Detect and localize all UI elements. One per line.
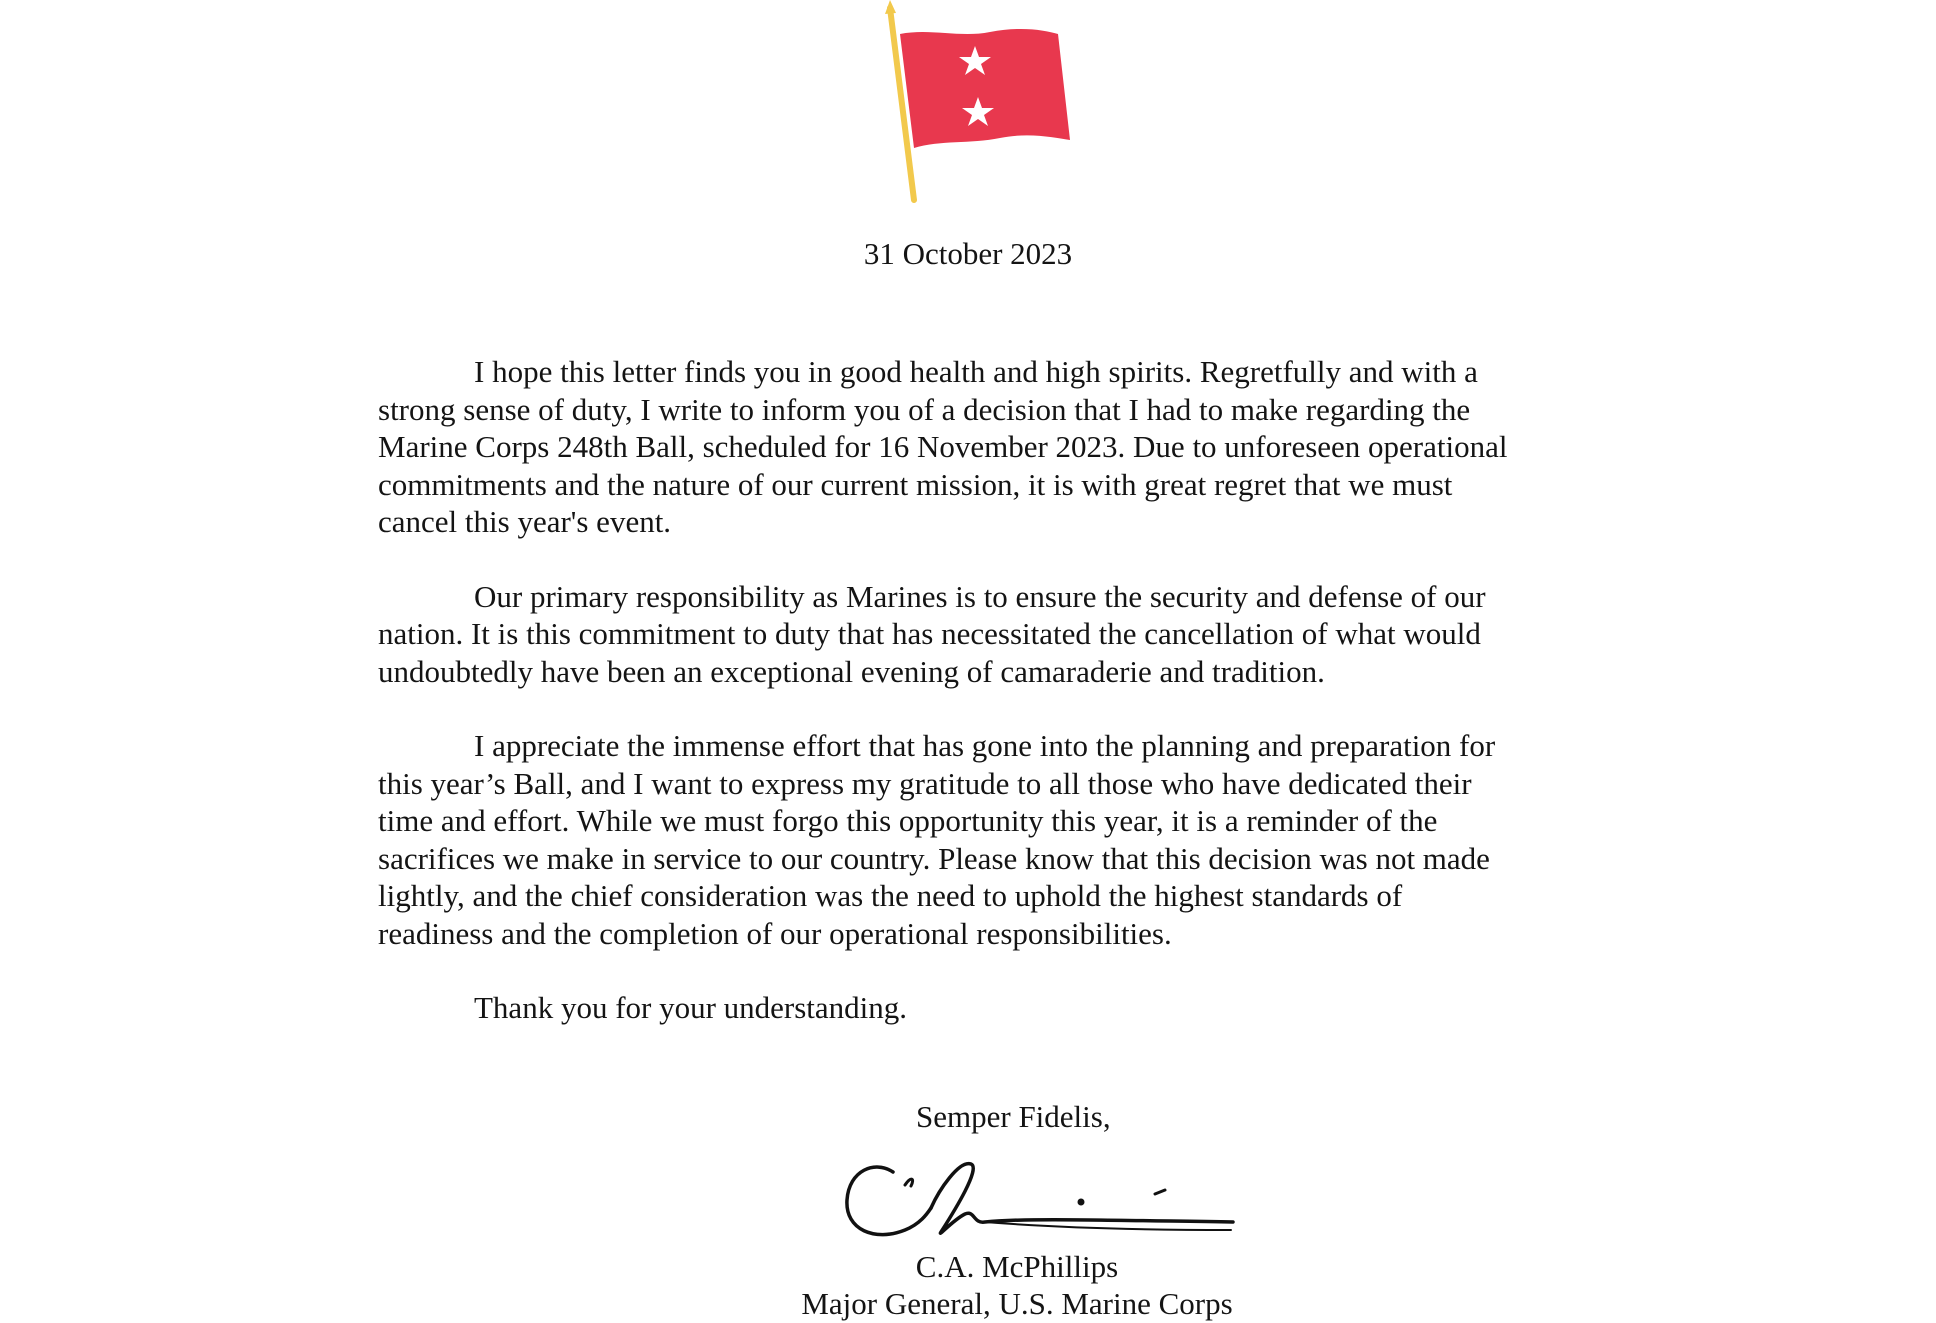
paragraph-line: commitments and the nature of our current mission, it is with great regret that we must: [378, 466, 1453, 502]
paragraph-line: I appreciate the immense effort that has gone into the planning and preparation for: [474, 728, 1496, 763]
closing-line: Thank you for your understanding.: [474, 990, 908, 1025]
paragraph-line: lightly, and the chief consideration was the need to uphold the highest standards of: [378, 878, 1403, 913]
signoff: Semper Fidelis,: [916, 1099, 1111, 1134]
letter-body: [378, 353, 1578, 1027]
paragraph-line: undoubtedly have been an exceptional evening of camaraderie and tradition.: [378, 653, 1325, 689]
letterhead-flag: [870, 0, 1080, 205]
signature: [835, 1150, 1235, 1250]
paragraph-line: sacrifices we make in service to our country. Please know that this decision was not made: [378, 840, 1490, 876]
paragraph-2: [378, 578, 1578, 691]
paragraph-line: nation. It is this commitment to duty that has necessitated the cancellation of what would: [378, 616, 1481, 651]
paragraph-line: Marine Corps 248th Ball, scheduled for 16 November 2023. Due to unforeseen operational: [378, 429, 1508, 464]
paragraph-line: Our primary responsibility as Marines is to ensure the security and defense of our: [474, 578, 1486, 614]
signatory-title: Major General, U.S. Marine Corps: [801, 1286, 1233, 1321]
paragraph-3: [378, 727, 1578, 952]
paragraph-line: I hope this letter finds you in good health and high spirits. Regretfully and with a: [474, 354, 1478, 389]
paragraph-line: time and effort. While we must forgo this opportunity this year, it is a reminder of the: [378, 803, 1438, 838]
handwritten-signature-icon: [835, 1150, 1235, 1250]
letter-date: 31 October 2023: [863, 236, 1073, 271]
general-officer-flag-icon: [870, 0, 1080, 205]
flag-cloth: [900, 29, 1070, 148]
signatory-name: C.A. McPhillips: [915, 1249, 1119, 1284]
paragraph-line: strong sense of duty, I write to inform you of a decision that I had to make regarding the: [378, 391, 1471, 427]
paragraph-1: [378, 353, 1578, 541]
paragraph-line: readiness and the completion of our operational responsibilities.: [378, 915, 1172, 951]
flag-pole-finial: [885, 0, 896, 14]
closing-paragraph: [378, 989, 1578, 1027]
paragraph-line: this year’s Ball, and I want to express my gratitude to all those who have dedicated their: [378, 765, 1472, 801]
paragraph-line: cancel this year's event.: [378, 504, 672, 539]
